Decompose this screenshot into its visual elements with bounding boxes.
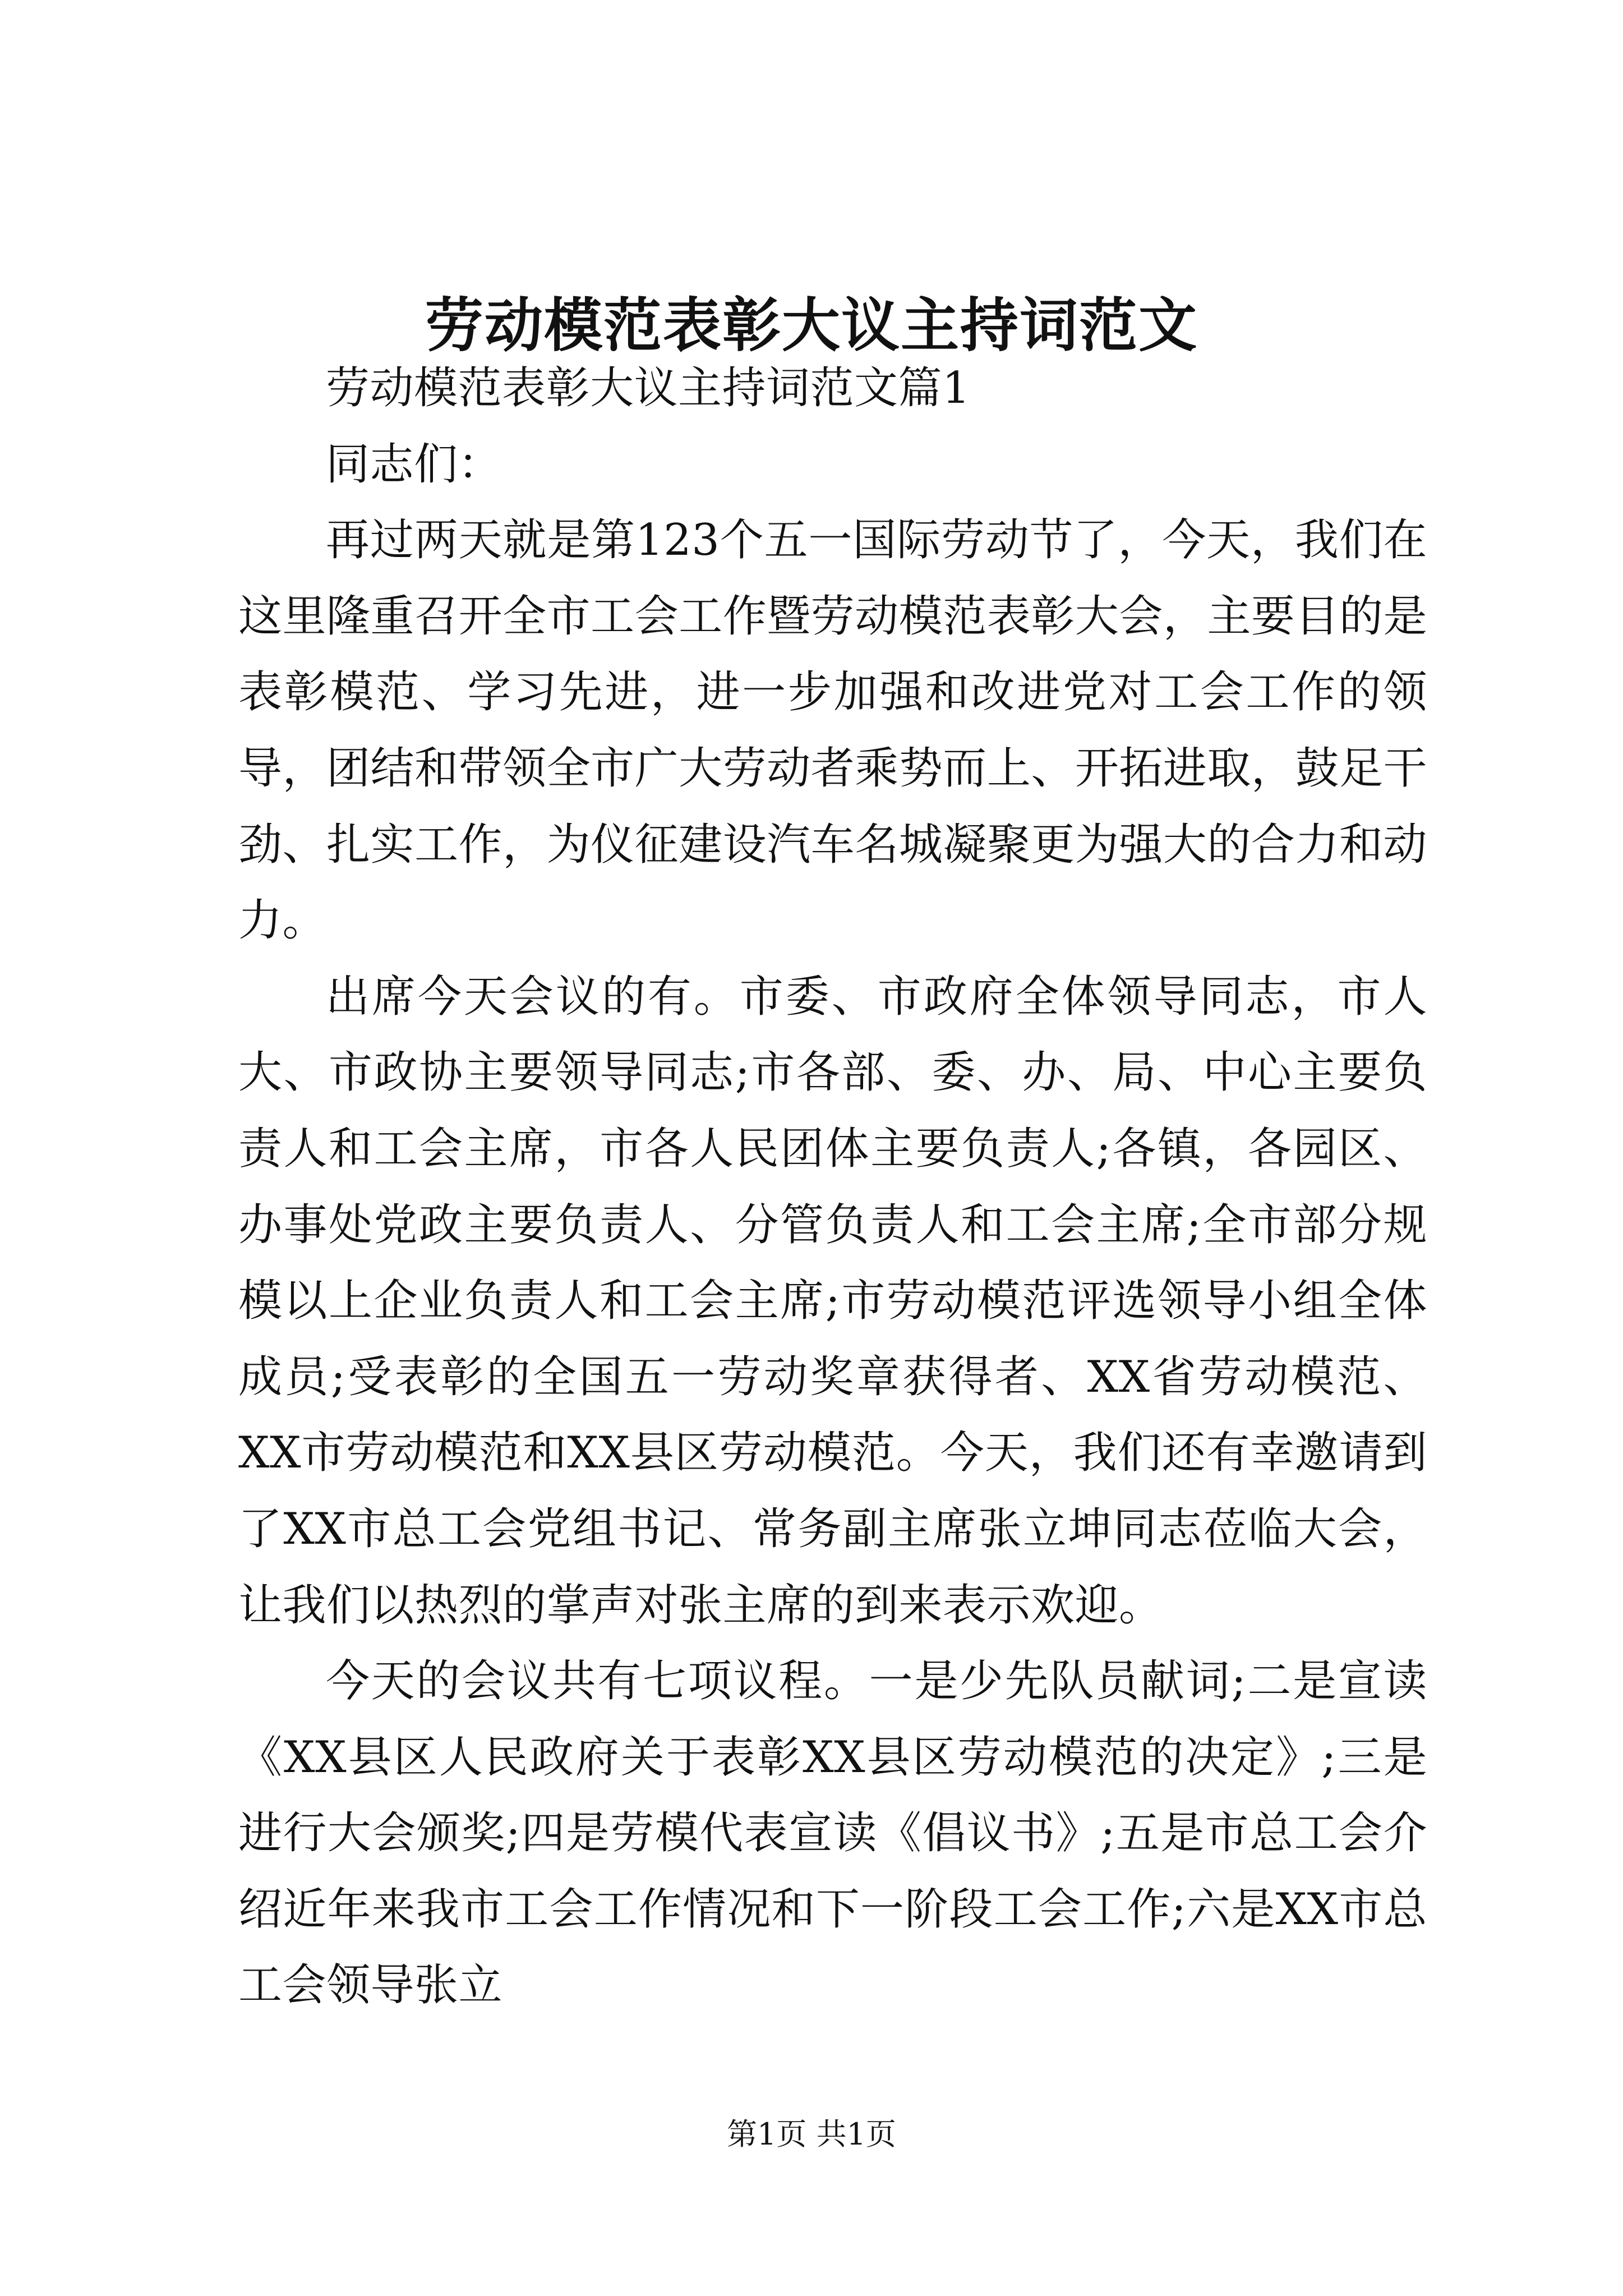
page-footer: 第1页 共1页 [727,2116,896,2152]
paragraph-agenda: 今天的会议共有七项议程。一是少先队员献词;二是宣读《XX县区人民政府关于表彰XX县区劳动模范的决定》;三是进行大会颁奖;四是劳模代表宣读《倡议书》;五是市总工会介绍近年来我市工会工作情况和下一阶段工会工作;六是XX市总工会领导张立 [238,1656,1427,2011]
document-title: 劳动模范表彰大议主持词范文 [425,291,1198,360]
document-body [238,351,1427,2024]
paragraph-attendees: 出席今天会议的有。市委、市政府全体领导同志，市人大、市政协主要领导同志;市各部、委、办、局、中心主要负责人和工会主席，市各人民团体主要负责人;各镇，各园区、办事处党政主要负责人、分管负责人和工会主席;全市部分规模以上企业负责人和工会主席;市劳动模范评选领导小组全体成员;受表彰的全国五一劳动奖章获得者、XX省劳动模范、XX市劳动模范和XX县区劳动模范。今天，我们还有幸邀请到了XX市总工会党组书记、常务副主席张立坤同志莅临大会，让我们以热烈的掌声对张主席的到来表示欢迎。 [238,971,1427,1631]
section-heading: 劳动模范表彰大议主持词范文篇1 [326,363,971,413]
paragraph-opening: 再过两天就是第123个五一国际劳动节了，今天，我们在这里隆重召开全市工会工作暨劳动模范表彰大会，主要目的是表彰模范、学习先进，进一步加强和改进党对工会工作的领导，团结和带领全市广大劳动者乘势而上、开拓进取，鼓足干劲、扎实工作，为仪征建设汽车名城凝聚更为强大的合力和动力。 [238,515,1427,946]
salutation: 同志们： [326,439,502,490]
